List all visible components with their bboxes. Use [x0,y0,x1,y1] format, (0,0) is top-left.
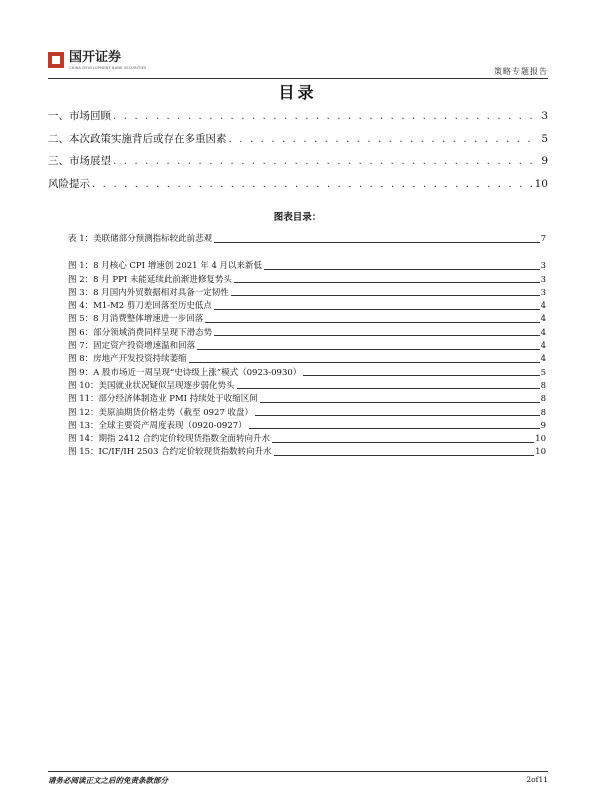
figure-entry[interactable] [68,352,546,365]
footer-page-number: 2of11 [526,775,548,784]
leader-line [249,428,540,429]
table-entry-label: 表 1：美联储部分预测指标较此前悲观 [68,234,213,245]
figure-entry-page: 10 [535,434,546,445]
figure-entry-label: 图 15：IC/IF/IH 2503 合约定价较现货指数转向升水 [68,447,272,458]
company-logo [48,50,146,71]
figure-entry-label: 图 8：房地产开发投资持续萎缩 [68,354,187,365]
logo-subtitle: CHINA DEVELOPMENT BANK SECURITIES [69,66,147,70]
figure-entry-page: 9 [540,420,546,431]
leader-line [197,349,539,350]
figure-entry-label: 图 7：固定资产投资增速温和回落 [68,341,196,352]
leader-line [260,402,540,403]
figure-entry-page: 4 [540,301,546,312]
header-divider [48,78,548,79]
leader-line [214,335,539,336]
figure-entry-page: 3 [540,287,546,298]
logo-name: 国开证券 [69,50,122,65]
figure-entry-label: 图 10：美国就业状况疑似呈现逐步弱化势头 [68,380,235,391]
figure-entry-page: 3 [540,274,546,285]
footer-divider [48,771,548,772]
dot-leader [229,128,540,151]
logo-icon [48,52,64,68]
leader-line [189,362,540,363]
toc-entry-page: 9 [541,155,548,167]
toc-entry-label: 三、市场展望 [48,155,111,167]
figure-entry-page: 5 [540,367,546,378]
figures-list-title: 图表目录： [273,212,322,223]
figure-entry[interactable] [68,312,546,325]
toc-entry-label: 一、市场回顾 [48,110,111,122]
figure-entry-label: 图 2：8 月 PPI 未能延续此前渐进修复势头 [68,274,232,285]
table-entry[interactable] [68,232,546,245]
figure-entry[interactable] [68,405,546,418]
toc-entry[interactable] [48,150,548,173]
leader-line [234,282,540,283]
figure-entry[interactable] [68,392,546,405]
figure-entry-page: 4 [540,314,546,325]
figure-entry-label: 图 13：全球主要资产周度表现（0920-0927） [68,420,247,431]
figure-entry[interactable] [68,286,546,299]
page-title: 目录 [278,83,317,102]
leader-line [264,269,540,270]
toc-entry-page: 3 [541,110,548,122]
figure-entry[interactable] [68,445,546,458]
figure-entry-page: 10 [535,447,546,458]
figure-entry-label: 图 4：M1-M2 剪刀差回落至历史低点 [68,301,212,312]
figure-entry[interactable] [68,339,546,352]
tables-list [68,232,546,245]
figure-entry[interactable] [68,432,546,445]
figure-entry-label: 图 11：部分经济体制造业 PMI 持续处于收缩区间 [68,394,258,405]
leader-line [214,242,539,243]
figure-entry-label: 图 6：部分领域消费同样呈现下滑态势 [68,327,213,338]
figure-entry[interactable] [68,259,546,272]
leader-line [303,375,539,376]
leader-line [214,309,540,310]
table-entry-page: 7 [540,234,546,245]
figure-entry-label: 图 9：A 股市场近一周呈现“史诗级上涨”模式（0923-0930） [68,367,302,378]
figure-entry-page: 8 [540,407,546,418]
figure-entry-page: 3 [540,261,546,272]
page-header [48,50,548,80]
toc-entry[interactable] [48,128,548,151]
toc-entry-label: 风险提示 [48,177,90,190]
figure-entry-page: 8 [540,380,546,391]
figure-entry-page: 8 [540,394,546,405]
figure-entry-label: 图 12：美原油期货价格走势（截至 0927 收盘） [68,407,254,418]
leader-line [237,388,540,389]
figure-entry[interactable] [68,325,546,338]
leader-line [255,415,540,416]
footer-disclaimer: 请务必阅读正文之后的免责条款部分 [48,776,168,785]
figure-entry[interactable] [68,419,546,432]
figure-entry-label: 图 14：期指 2412 合约定价较现货指数全面转向升水 [68,434,271,445]
figure-entry[interactable] [68,379,546,392]
figure-entry[interactable] [68,365,546,378]
figure-entry-label: 图 3：8 月国内外贸数据相对具备一定韧性 [68,287,229,298]
toc-entry[interactable] [48,105,548,128]
report-type: 策略专题报告 [494,67,548,76]
figure-entry-page: 4 [540,327,546,338]
table-of-contents [48,105,548,195]
toc-entry[interactable] [48,173,548,196]
dot-leader [113,150,539,173]
figure-entry-page: 4 [540,341,546,352]
leader-line [231,295,540,296]
toc-entry-label: 二、本次政策实施背后或存在多重因素 [48,132,227,145]
leader-line [205,322,539,323]
leader-line [274,455,535,456]
leader-line [272,442,534,443]
toc-entry-page: 10 [534,177,548,190]
figure-entry-page: 4 [540,354,546,365]
dot-leader [92,173,533,196]
figure-entry[interactable] [68,272,546,285]
figure-entry[interactable] [68,299,546,312]
dot-leader [113,105,539,128]
figure-entry-label: 图 5：8 月消费整体增速进一步回落 [68,314,204,325]
figure-entry-label: 图 1：8 月核心 CPI 增速创 2021 年 4 月以来新低 [68,261,263,272]
toc-entry-page: 5 [541,132,548,145]
figures-list [68,259,546,458]
